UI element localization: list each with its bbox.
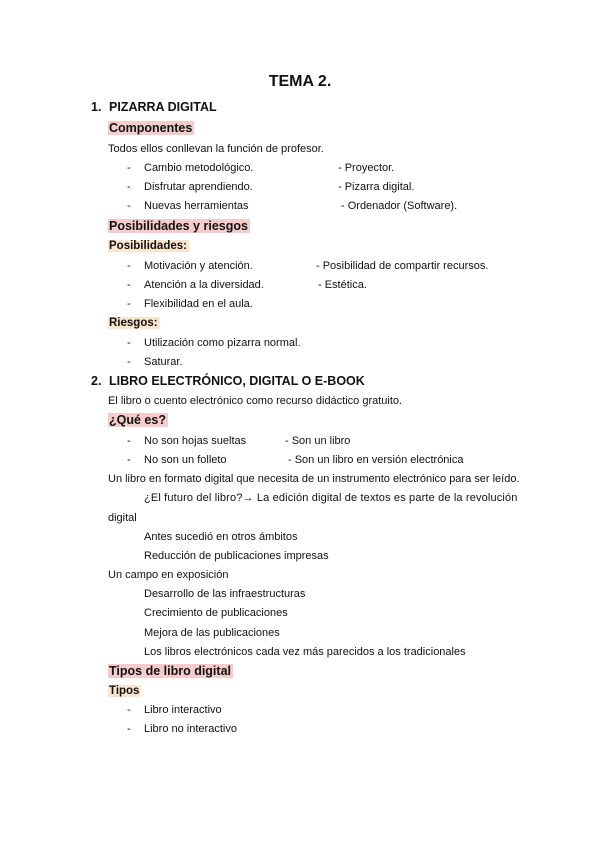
subheading-que-es: ¿Qué es? [109,413,166,427]
list-item: No son hojas sueltas [144,435,247,447]
paragraph: Un libro en formato digital que necesita de un instrumento electrónico para ser leído. [108,473,520,485]
list-item: - Posibilidad de compartir recursos. [316,260,489,272]
list-item: Disfrutar aprendiendo. [144,181,253,193]
list-item: - Son un libro [285,435,351,447]
list-item: Motivación y atención. [144,260,253,272]
list-item: Nuevas herramientas [144,200,249,212]
bullet-dash: - [127,356,131,368]
list-item: Saturar. [144,356,183,368]
section-number: 2. [91,374,102,388]
bullet-dash: - [127,704,131,716]
bullet-dash: - [127,162,131,174]
bullet-dash: - [127,435,131,447]
list-item: - Ordenador (Software). [341,200,458,212]
bullet-dash: - [127,723,131,735]
bullet-dash: - [127,298,131,310]
list-item: Utilización como pizarra normal. [144,337,301,349]
subheading-tipos: Tipos [109,685,140,697]
paragraph: Crecimiento de publicaciones [144,607,288,619]
subheading-posibilidades-riesgos: Posibilidades y riesgos [109,219,248,233]
list-item: - Pizarra digital. [338,181,415,193]
bullet-dash: - [127,337,131,349]
section-heading-libro [91,374,365,388]
list-item: - Estética. [318,279,367,291]
paragraph: Los libros electrónicos cada vez más parecidos a los tradicionales [144,646,466,658]
section-number: 1. [91,100,102,114]
bullet-dash: - [127,279,131,291]
paragraph: Reducción de publicaciones impresas [144,550,329,562]
bullet-dash: - [127,260,131,272]
paragraph: Mejora de las publicaciones [144,627,280,639]
list-item: Libro no interactivo [144,723,237,735]
paragraph: Un campo en exposición [108,569,229,581]
paragraph: ¿El futuro del libro?→ La edición digital de textos es parte de la revolución [144,492,518,504]
list-item: Cambio metodológico. [144,162,254,174]
section-heading-pizarra [91,100,217,114]
list-item: Atención a la diversidad. [144,279,264,291]
list-item: Libro interactivo [144,704,222,716]
section-title: PIZARRA DIGITAL [109,100,217,114]
page-title: TEMA 2. [268,73,332,90]
subheading-posibilidades: Posibilidades: [109,240,187,252]
bullet-dash: - [127,181,131,193]
paragraph: El libro o cuento electrónico como recurso didáctico gratuito. [108,395,403,407]
list-item: Flexibilidad en el aula. [144,298,253,310]
subheading-tipos-libro: Tipos de libro digital [109,664,231,678]
list-item: No son un folleto [144,454,227,466]
paragraph: Desarrollo de las infraestructuras [144,588,306,600]
list-item: - Proyector. [338,162,395,174]
paragraph: Todos ellos conllevan la función de profesor. [108,143,324,155]
subheading-componentes: Componentes [109,121,193,135]
bullet-dash: - [127,200,131,212]
section-title: LIBRO ELECTRÓNICO, DIGITAL O E-BOOK [109,374,365,388]
subheading-riesgos: Riesgos: [109,317,158,329]
bullet-dash: - [127,454,131,466]
list-item: - Son un libro en versión electrónica [288,454,464,466]
paragraph: Antes sucedió en otros ámbitos [144,531,298,543]
paragraph: digital [108,512,137,524]
